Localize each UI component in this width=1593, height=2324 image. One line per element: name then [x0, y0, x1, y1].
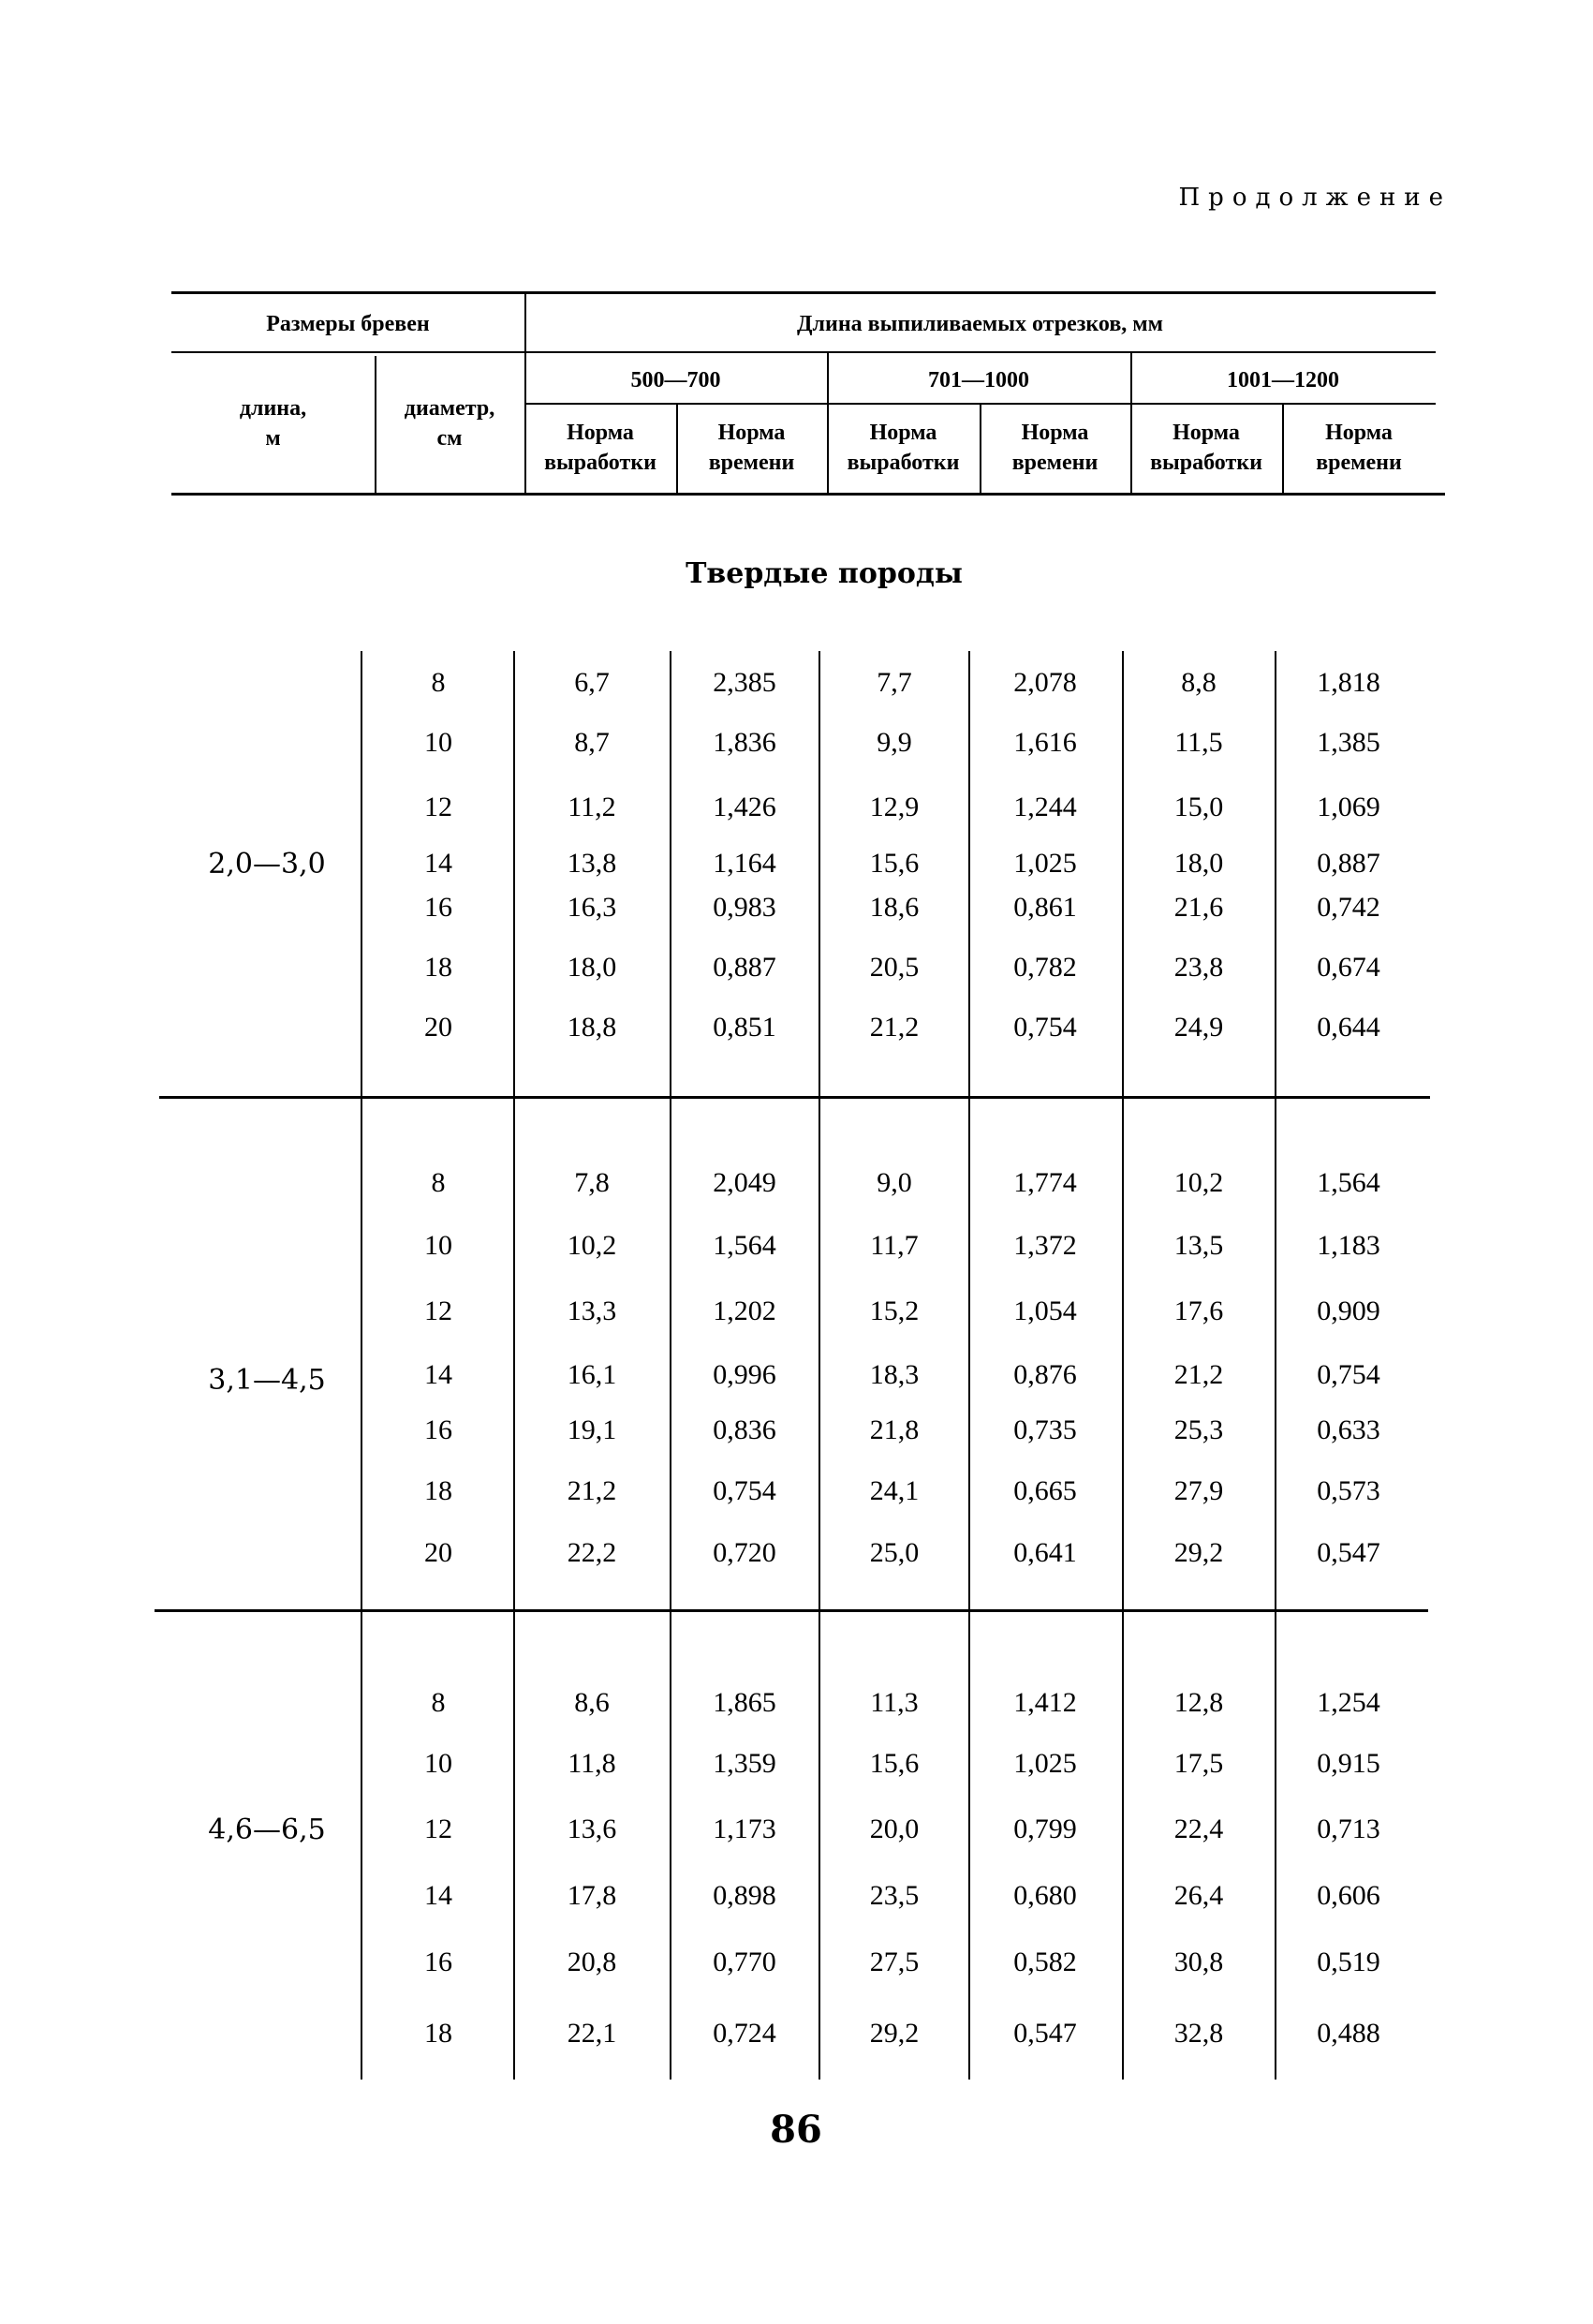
cell-diameter: 10	[424, 1748, 452, 1779]
header-diameter-col: диаметр, см	[404, 396, 495, 451]
header-range-3: 1001—1200	[1227, 368, 1339, 392]
cell-norm-time-500-700: 0,887	[713, 952, 776, 983]
header-norm-output: Норма выработки	[1150, 421, 1262, 475]
cell-norm-output-1001-1200: 27,9	[1173, 1475, 1224, 1506]
cell-norm-time-500-700: 2,049	[713, 1167, 776, 1198]
cell-diameter: 12	[424, 1813, 452, 1844]
cell-norm-time-701-1000: 0,665	[1013, 1475, 1077, 1506]
header-norm-time: Норма времени	[1011, 421, 1099, 475]
cell-norm-time-500-700: 0,898	[713, 1880, 776, 1911]
cell-norm-output-500-700: 18,8	[567, 1012, 617, 1043]
cell-norm-output-500-700: 10,2	[567, 1230, 617, 1261]
cell-norm-output-1001-1200: 26,4	[1173, 1880, 1224, 1911]
section-title: Твердые породы	[686, 557, 963, 590]
body-vrule	[513, 651, 515, 2080]
header-length-col: длина, м	[239, 396, 307, 451]
cell-norm-time-1001-1200: 1,818	[1317, 667, 1380, 698]
cell-norm-time-500-700: 1,359	[713, 1748, 776, 1779]
body-vrule	[1122, 651, 1124, 2080]
cell-norm-time-1001-1200: 0,887	[1317, 848, 1380, 879]
cell-norm-time-701-1000: 0,680	[1013, 1880, 1077, 1911]
cell-norm-time-500-700: 1,202	[713, 1295, 776, 1326]
cell-diameter: 14	[424, 848, 452, 879]
cell-norm-time-500-700: 1,836	[713, 727, 776, 758]
cell-norm-output-500-700: 16,1	[567, 1359, 617, 1390]
cell-diameter: 14	[424, 1359, 452, 1390]
cell-norm-output-500-700: 6,7	[574, 667, 610, 698]
cell-norm-output-500-700: 21,2	[567, 1475, 617, 1506]
cell-norm-output-701-1000: 27,5	[869, 1947, 920, 1977]
cell-norm-output-1001-1200: 21,6	[1173, 892, 1224, 923]
cell-norm-output-1001-1200: 13,5	[1173, 1230, 1224, 1261]
cell-norm-time-1001-1200: 1,564	[1317, 1167, 1380, 1198]
cell-norm-time-500-700: 0,720	[713, 1537, 776, 1568]
cell-norm-output-701-1000: 29,2	[869, 2018, 920, 2049]
cell-norm-time-1001-1200: 0,754	[1317, 1359, 1380, 1390]
cell-norm-time-500-700: 0,770	[713, 1947, 776, 1977]
cell-diameter: 18	[424, 1475, 452, 1506]
cell-norm-output-500-700: 16,3	[567, 892, 617, 923]
header-cut-length: Длина выпиливаемых отрезков, мм	[797, 312, 1163, 336]
cell-norm-time-701-1000: 1,412	[1013, 1687, 1077, 1718]
cell-norm-time-1001-1200: 1,385	[1317, 727, 1380, 758]
cell-norm-output-1001-1200: 8,8	[1181, 667, 1217, 698]
cell-norm-time-500-700: 1,426	[713, 792, 776, 822]
cell-norm-output-500-700: 20,8	[567, 1947, 617, 1977]
cell-norm-output-500-700: 19,1	[567, 1414, 617, 1445]
header-norm-time: Норма времени	[1316, 421, 1402, 475]
cell-norm-output-1001-1200: 24,9	[1173, 1012, 1224, 1043]
cell-norm-output-500-700: 13,8	[567, 848, 617, 879]
cell-norm-output-500-700: 13,3	[567, 1295, 617, 1326]
cell-norm-output-500-700: 7,8	[574, 1167, 610, 1198]
cell-diameter: 8	[431, 1687, 446, 1718]
header-log-sizes: Размеры бревен	[266, 312, 430, 336]
header-rule-2	[171, 351, 1436, 353]
cell-norm-output-701-1000: 21,8	[869, 1414, 920, 1445]
cell-norm-time-701-1000: 0,582	[1013, 1947, 1077, 1977]
body-vrule	[968, 651, 970, 2080]
cell-diameter: 12	[424, 792, 452, 822]
cell-norm-time-1001-1200: 0,606	[1317, 1880, 1380, 1911]
cell-norm-time-500-700: 1,564	[713, 1230, 776, 1261]
page-number: 86	[770, 2108, 822, 2152]
cell-norm-time-1001-1200: 1,254	[1317, 1687, 1380, 1718]
cell-norm-time-701-1000: 0,735	[1013, 1414, 1077, 1445]
cell-diameter: 18	[424, 952, 452, 983]
cell-norm-time-701-1000: 0,799	[1013, 1813, 1077, 1844]
cell-norm-time-701-1000: 0,876	[1013, 1359, 1077, 1390]
group-length-label: 2,0—3,0	[208, 848, 326, 881]
cell-norm-output-1001-1200: 22,4	[1173, 1813, 1224, 1844]
cell-norm-output-701-1000: 12,9	[869, 792, 920, 822]
cell-norm-time-500-700: 0,851	[713, 1012, 776, 1043]
cell-norm-output-500-700: 13,6	[567, 1813, 617, 1844]
header-norm-time: Норма времени	[708, 421, 795, 475]
cell-norm-time-500-700: 2,385	[713, 667, 776, 698]
cell-diameter: 20	[424, 1537, 452, 1568]
cell-norm-time-701-1000: 1,054	[1013, 1295, 1077, 1326]
cell-diameter: 8	[431, 1167, 446, 1198]
cell-norm-output-1001-1200: 23,8	[1173, 952, 1224, 983]
cell-norm-time-701-1000: 1,025	[1013, 848, 1077, 879]
cell-norm-output-1001-1200: 15,0	[1173, 792, 1224, 822]
cell-norm-output-1001-1200: 10,2	[1173, 1167, 1224, 1198]
cell-diameter: 10	[424, 727, 452, 758]
cell-norm-time-701-1000: 0,547	[1013, 2018, 1077, 2049]
cell-norm-time-1001-1200: 0,674	[1317, 952, 1380, 983]
header-top-rule	[171, 291, 1436, 294]
cell-norm-output-500-700: 22,1	[567, 2018, 617, 2049]
cell-norm-time-701-1000: 0,861	[1013, 892, 1077, 923]
cell-norm-time-701-1000: 1,244	[1013, 792, 1077, 822]
cell-norm-output-701-1000: 18,6	[869, 892, 920, 923]
cell-norm-time-1001-1200: 0,547	[1317, 1537, 1380, 1568]
cell-norm-output-1001-1200: 25,3	[1173, 1414, 1224, 1445]
cell-norm-time-1001-1200: 0,519	[1317, 1947, 1380, 1977]
cell-norm-output-701-1000: 11,7	[870, 1230, 919, 1261]
cell-norm-output-1001-1200: 21,2	[1173, 1359, 1224, 1390]
cell-diameter: 12	[424, 1295, 452, 1326]
cell-norm-time-701-1000: 1,616	[1013, 727, 1077, 758]
cell-norm-time-701-1000: 1,025	[1013, 1748, 1077, 1779]
cell-diameter: 8	[431, 667, 446, 698]
cell-norm-output-701-1000: 15,6	[869, 1748, 920, 1779]
continuation-label: Продолжение	[1178, 184, 1452, 212]
cell-norm-time-1001-1200: 0,633	[1317, 1414, 1380, 1445]
cell-norm-output-1001-1200: 30,8	[1173, 1947, 1224, 1977]
cell-norm-output-500-700: 8,7	[574, 727, 610, 758]
cell-norm-time-701-1000: 0,754	[1013, 1012, 1077, 1043]
cell-norm-time-500-700: 0,983	[713, 892, 776, 923]
cell-norm-time-1001-1200: 0,742	[1317, 892, 1380, 923]
cell-diameter: 16	[424, 892, 452, 923]
cell-diameter: 20	[424, 1012, 452, 1043]
cell-norm-output-500-700: 8,6	[574, 1687, 610, 1718]
cell-norm-output-701-1000: 9,0	[877, 1167, 912, 1198]
cell-norm-output-500-700: 11,2	[568, 792, 616, 822]
cell-diameter: 18	[424, 2018, 452, 2049]
cell-norm-output-1001-1200: 29,2	[1173, 1537, 1224, 1568]
cell-norm-output-500-700: 11,8	[568, 1748, 616, 1779]
body-vrule	[819, 651, 820, 2080]
cell-norm-time-701-1000: 0,641	[1013, 1537, 1077, 1568]
group-separator	[155, 1609, 1428, 1612]
cell-norm-time-500-700: 1,173	[713, 1813, 776, 1844]
cell-norm-output-1001-1200: 17,6	[1173, 1295, 1224, 1326]
cell-norm-output-701-1000: 24,1	[869, 1475, 920, 1506]
cell-norm-time-500-700: 0,724	[713, 2018, 776, 2049]
cell-diameter: 16	[424, 1947, 452, 1977]
group-length-label: 4,6—6,5	[208, 1813, 326, 1846]
cell-norm-output-701-1000: 20,5	[869, 952, 920, 983]
cell-norm-time-500-700: 0,754	[713, 1475, 776, 1506]
cell-diameter: 14	[424, 1880, 452, 1911]
cell-norm-time-701-1000: 1,372	[1013, 1230, 1077, 1261]
cell-norm-time-1001-1200: 0,915	[1317, 1748, 1380, 1779]
header-norm-output: Норма выработки	[847, 421, 960, 475]
cell-norm-output-1001-1200: 18,0	[1173, 848, 1224, 879]
header-bottom-rule	[171, 493, 1445, 496]
cell-norm-time-1001-1200: 0,488	[1317, 2018, 1380, 2049]
cell-norm-time-1001-1200: 0,573	[1317, 1475, 1380, 1506]
cell-norm-output-701-1000: 18,3	[869, 1359, 920, 1390]
cell-norm-time-1001-1200: 0,909	[1317, 1295, 1380, 1326]
cell-norm-output-701-1000: 7,7	[877, 667, 912, 698]
cell-diameter: 10	[424, 1230, 452, 1261]
cell-norm-output-500-700: 17,8	[567, 1880, 617, 1911]
header-range-1: 500—700	[630, 368, 721, 392]
cell-norm-output-701-1000: 21,2	[869, 1012, 920, 1043]
cell-norm-output-1001-1200: 11,5	[1174, 727, 1223, 758]
cell-norm-output-1001-1200: 32,8	[1173, 2018, 1224, 2049]
cell-norm-output-500-700: 18,0	[567, 952, 617, 983]
cell-norm-time-1001-1200: 0,713	[1317, 1813, 1380, 1844]
cell-norm-time-500-700: 0,836	[713, 1414, 776, 1445]
cell-norm-time-1001-1200: 1,069	[1317, 792, 1380, 822]
cell-norm-output-701-1000: 15,6	[869, 848, 920, 879]
body-vrule	[1275, 651, 1276, 2080]
header-range-2: 701—1000	[928, 368, 1029, 392]
cell-norm-time-500-700: 1,164	[713, 848, 776, 879]
cell-norm-output-701-1000: 11,3	[870, 1687, 919, 1718]
cell-norm-output-1001-1200: 12,8	[1173, 1687, 1224, 1718]
cell-norm-output-1001-1200: 17,5	[1173, 1748, 1224, 1779]
group-separator	[159, 1096, 1430, 1099]
cell-diameter: 16	[424, 1414, 452, 1445]
cell-norm-time-500-700: 0,996	[713, 1359, 776, 1390]
cell-norm-time-701-1000: 0,782	[1013, 952, 1077, 983]
cell-norm-time-701-1000: 2,078	[1013, 667, 1077, 698]
cell-norm-output-701-1000: 15,2	[869, 1295, 920, 1326]
cell-norm-time-500-700: 1,865	[713, 1687, 776, 1718]
cell-norm-output-701-1000: 23,5	[869, 1880, 920, 1911]
cell-norm-output-701-1000: 20,0	[869, 1813, 920, 1844]
cell-norm-output-701-1000: 9,9	[877, 727, 912, 758]
cell-norm-time-1001-1200: 1,183	[1317, 1230, 1380, 1261]
cell-norm-time-701-1000: 1,774	[1013, 1167, 1077, 1198]
cell-norm-output-500-700: 22,2	[567, 1537, 617, 1568]
cell-norm-time-1001-1200: 0,644	[1317, 1012, 1380, 1043]
group-length-label: 3,1—4,5	[208, 1364, 326, 1397]
cell-norm-output-701-1000: 25,0	[869, 1537, 920, 1568]
header-norm-output: Норма выработки	[544, 421, 656, 475]
body-vrule	[670, 651, 671, 2080]
